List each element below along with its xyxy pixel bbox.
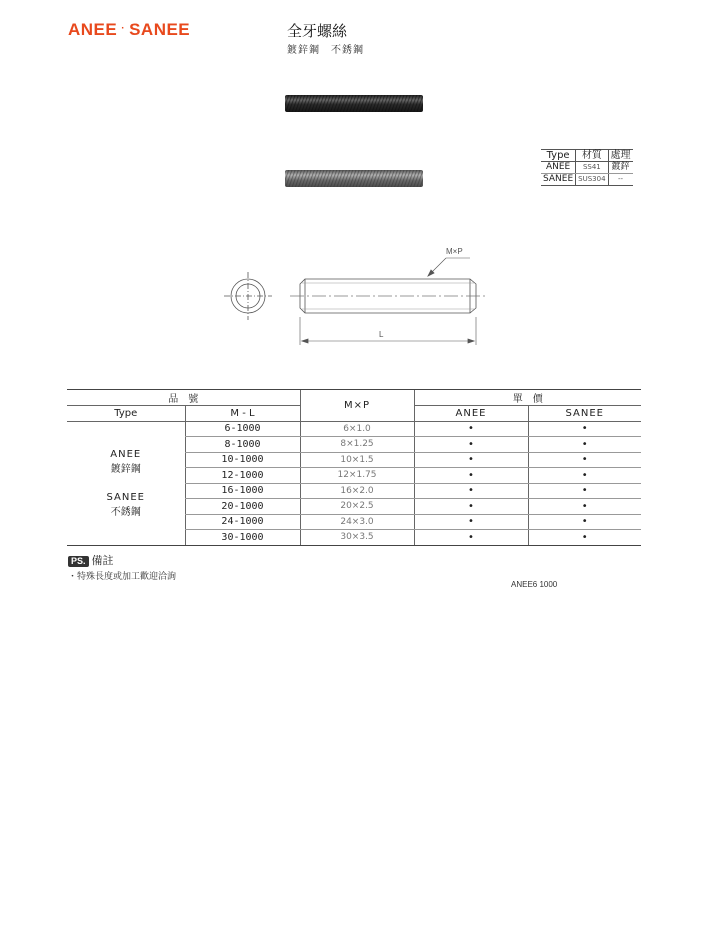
type-sanee-material: 不銹鋼 — [110, 506, 141, 518]
model-cell: 30-1000 — [185, 530, 300, 546]
model-cell: 10-1000 — [185, 452, 300, 468]
header-part-number: 品 號 — [67, 390, 300, 406]
mp-cell: 12×1.75 — [300, 468, 414, 484]
spec-header-row-1 — [67, 390, 641, 406]
price-sanee-cell: • — [528, 452, 641, 468]
page-subtitle: 鍍鋅鋼 不銹鋼 — [287, 45, 364, 56]
header-type: Type — [67, 406, 185, 422]
price-anee-cell: • — [414, 452, 528, 468]
model-cell: 16-1000 — [185, 483, 300, 499]
header-anee: ANEE — [414, 406, 528, 422]
price-sanee-cell: • — [528, 499, 641, 515]
model-cell: 8-1000 — [185, 437, 300, 453]
model-cell: 6-1000 — [185, 421, 300, 437]
mp-cell: 10×1.5 — [300, 452, 414, 468]
price-sanee-cell: • — [528, 514, 641, 530]
page-title: 全牙螺絲 — [287, 22, 348, 40]
price-sanee-cell: • — [528, 421, 641, 437]
material-header-material: 材質 — [576, 150, 608, 162]
mp-cell: 16×2.0 — [300, 483, 414, 499]
material-treatment: -- — [608, 174, 633, 186]
brand-separator: · — [121, 23, 126, 35]
mp-cell: 8×1.25 — [300, 437, 414, 453]
material-grade: SUS304 — [576, 174, 608, 186]
price-anee-cell: • — [414, 421, 528, 437]
notes-heading — [68, 552, 114, 568]
price-anee-cell: • — [414, 530, 528, 546]
type-anee-material: 鍍鋅鋼 — [110, 463, 141, 475]
type-anee: ANEE — [110, 448, 142, 460]
material-header-treatment: 處理 — [608, 150, 633, 162]
dim-arrow-right — [468, 339, 474, 343]
header-unit-price: 單 價 — [414, 390, 641, 406]
price-anee-cell: • — [414, 483, 528, 499]
price-anee-cell: • — [414, 499, 528, 515]
table-row — [67, 421, 641, 437]
price-anee-cell: • — [414, 468, 528, 484]
model-cell: 24-1000 — [185, 514, 300, 530]
mp-cell: 30×3.5 — [300, 530, 414, 546]
mp-label: M×P — [446, 247, 463, 256]
price-sanee-cell: • — [528, 483, 641, 499]
model-cell: 20-1000 — [185, 499, 300, 515]
mp-cell: 6×1.0 — [300, 421, 414, 437]
notes-title: 備註 — [91, 554, 114, 567]
price-sanee-cell: • — [528, 437, 641, 453]
side-view — [290, 258, 486, 345]
end-view — [224, 272, 272, 320]
type-cell — [67, 421, 185, 545]
price-anee-cell: • — [414, 514, 528, 530]
material-type: ANEE — [541, 162, 576, 174]
header-sanee: SANEE — [528, 406, 641, 422]
material-treatment: 鍍鋅 — [608, 162, 633, 174]
material-grade: SS41 — [576, 162, 608, 174]
notes-item: ・特殊長度或加工歡迎洽詢 — [68, 572, 177, 582]
price-sanee-cell: • — [528, 468, 641, 484]
header-ml: M - L — [185, 406, 300, 422]
price-sanee-cell: • — [528, 530, 641, 546]
ps-badge: PS. — [68, 556, 89, 567]
spec-table — [67, 389, 641, 546]
model-cell: 12-1000 — [185, 468, 300, 484]
mp-cell: 20×2.5 — [300, 499, 414, 515]
material-header-type: Type — [541, 150, 576, 162]
header-mp: M×P — [300, 390, 414, 422]
length-label: L — [379, 330, 384, 339]
material-type: SANEE — [541, 174, 576, 186]
dim-arrow-left — [302, 339, 308, 343]
type-sanee: SANEE — [106, 491, 145, 503]
price-anee-cell: • — [414, 437, 528, 453]
technical-drawing — [0, 0, 710, 380]
brand-anee: ANEE — [68, 20, 118, 39]
brand-sanee: SANEE — [129, 20, 191, 39]
mp-cell: 24×3.0 — [300, 514, 414, 530]
order-example: ANEE6 1000 — [511, 580, 558, 589]
